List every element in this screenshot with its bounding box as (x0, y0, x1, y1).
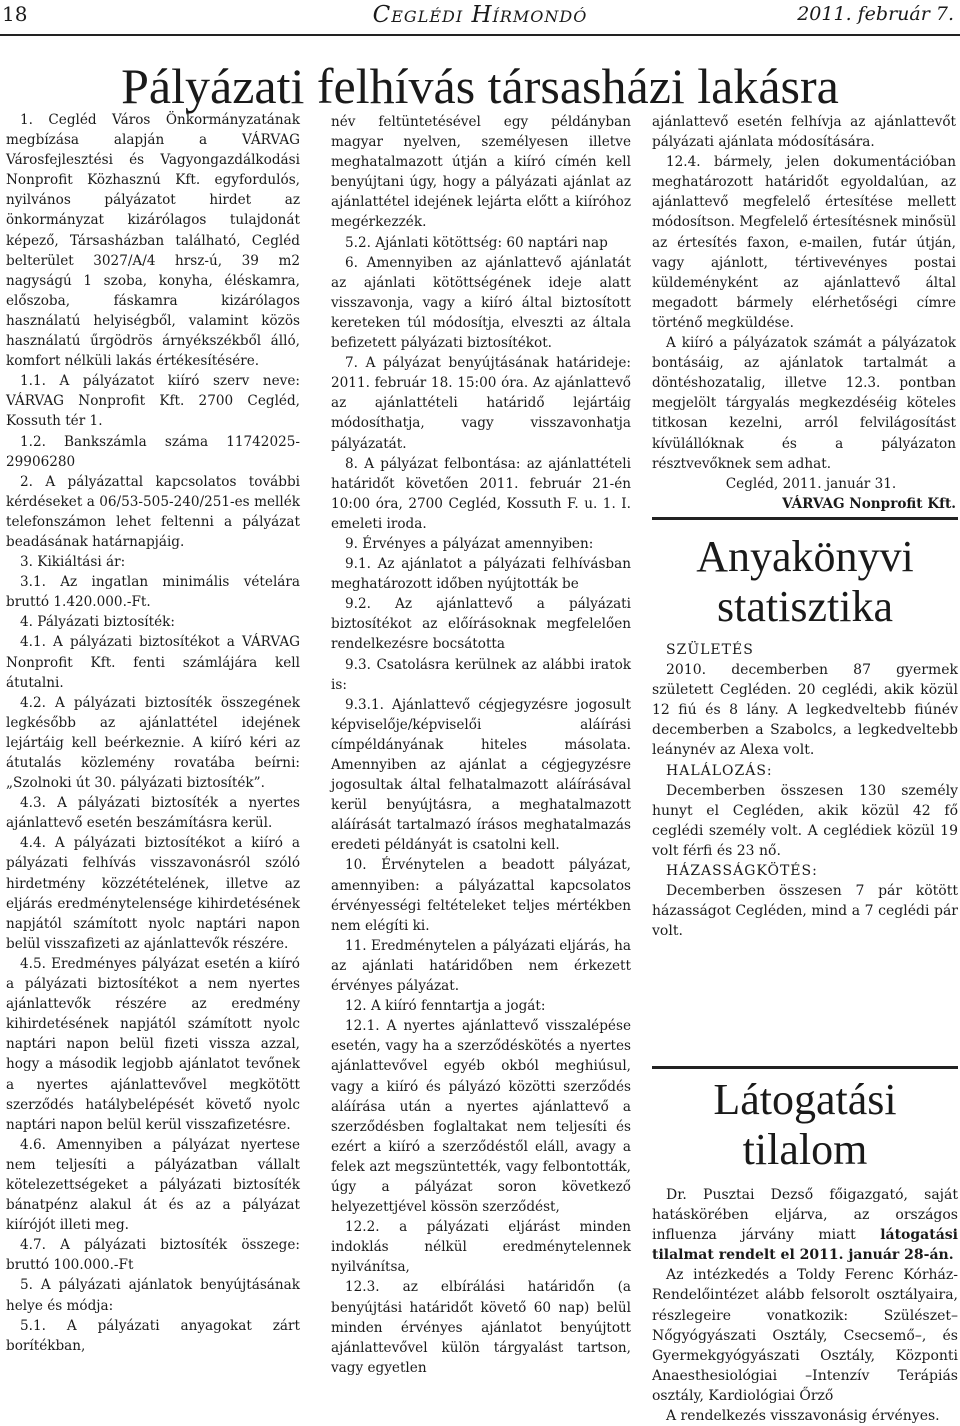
paragraph: 11. Eredménytelen a pályázati eljárás, ha az ajánlati határidőben nem érkezett érvényes pályázat. (331, 937, 632, 995)
ban-validity: A rendelkezés visszavonásig érvényes. (666, 1408, 940, 1425)
paragraph: 1.2. Bankszámla száma 11742025-29906280 (6, 433, 300, 470)
paragraph: 12.2. a pályázati eljárást minden indoklás nélkül eredménytelennek nyilvánítsa, (331, 1219, 631, 1276)
paragraph: 3.1. Az ingatlan minimális vételára bruttó 1.420.000.-Ft. (6, 574, 300, 611)
paragraph: 4.6. Amennyiben a pályázat nyertese nem teljesíti a pályázatban vállalt kötelezettségeket a pályázati biztosíték bánatpénz alakul át és az a pályázat kiírójót illeti meg. (6, 1136, 300, 1234)
births-heading: SZÜLETÉS (666, 642, 754, 658)
paragraph: 12.4. bármely, jelen dokumentációban meghatározott határidőt egyoldalúan, az ajánlattevő megfelelő értesítése mellett módosítson. Megfelelő értesítésnek minősül az értesítés faxon, e-mailen, futár útján, vagy ajánlott, tértivevényes postai küldeményként az ajánlattevő által megadott bármely elérhetőségi címre történő megküldése. (652, 154, 956, 331)
anyakonyvi-box (652, 517, 958, 941)
header-rule (0, 34, 960, 36)
place-date: Cegléd, 2011. január 31. (725, 475, 897, 492)
article-column-1 (6, 110, 300, 1356)
anyakonyvi-title: Anyakönyvi statisztika (696, 532, 914, 631)
paragraph: 1. Cegléd Város Önkormányzatának megbízása alapján a VÁRVAG Városfejlesztési és Vagyongazdálkodási Nonprofit Közhasznú Kft. egyfordulós, nyilvános pályázatot hirdet az önkormányzat kizárólagos tulajdonát képező, Társasházban található, Cegléd belterület 3027/A/4 hrsz-ú, 39 m2 nagyságú 1 szoba, konyha, éléskamra, előszoba, fáskamra kizárólagos használatú helyiségből, valamint közös használatú űrgödrös árnyékszékből álló, komfort nélküli lakás értékesítésére. (6, 112, 300, 370)
marriage-text: Decemberben összesen 7 pár kötött házasságot Cegléden, mind a 7 ceglédi pár volt. (652, 883, 958, 940)
deaths-text: Decemberben összesen 130 személy hunyt el Cegléden, akik közül 42 fő ceglédi személy volt. A ceglédiek közül 19 volt férfi és 23 nő. (652, 782, 958, 859)
paragraph: 12. A kiíró fenntartja a jogát: (345, 998, 546, 1015)
paragraph: 1.1. A pályázatot kiíró szerv neve: VÁRVAG Nonprofit Kft. 2700 Cegléd, Kossuth tér 1. (6, 373, 300, 430)
newspaper-name: Ceglédi Hírmondó (372, 2, 588, 28)
article-column-3 (652, 112, 956, 514)
paragraph: 4.7. A pályázati biztosíték összege: bruttó 100.000.-Ft (6, 1237, 300, 1274)
paragraph: név feltüntetésével egy példányban magyar nyelven, személyesen illetve meghatalmazott útján a kiíró címén kell benyújtani úgy, hogy a pályázati ajánlat az ajánlattétel idejének lejárta előtt a kiíróhoz megérkezzék. (331, 114, 631, 231)
ban-text-part: Dr. Pusztai Dezső főigazgató, saját hatáskörében eljárva, az országos influenza járvány miatt (652, 1187, 958, 1244)
latogatasi-title: Látogatási tilalom (713, 1075, 897, 1174)
paragraph: 9.1. Az ajánlatot a pályázati felhívásban meghatározott időben nyújtották be (331, 556, 631, 593)
paragraph: A kiíró a pályázatok számát a pályázatok bontásáig, az ajánlatok tartalmát a döntéshozatalig, illetve 12.3. pontban megjelölt tárgyalás megkezdéséig köteles titkosan kezelni, arról felvilágosítást kívülállóknak és a pályázaton résztvevőknek sem adhat. (652, 335, 956, 472)
paragraph: 9. Érvényes a pályázat amennyiben: (345, 535, 594, 552)
paragraph: 7. A pályázat benyújtásának határideje: 2011. február 18. 15:00 óra. Az ajánlattevő az ajánlattételi határidő lejártáig módosíthatja, vagy visszavonhatja pályázatát. (331, 355, 631, 452)
article-column-2 (331, 112, 631, 1378)
paragraph: 9.3. Csatolásra kerülnek az alábbi iratok is: (331, 656, 631, 693)
paragraph: 8. A pályázat felbontása: az ajánlattételi határidőt követően 2011. február 21-én 10:00 óra, 2700 Cegléd, Kossuth F. u. 1. I. emeleti iroda. (331, 455, 631, 532)
paragraph: 3. Kikiáltási ár: (20, 554, 126, 571)
latogatasi-box (652, 1066, 958, 1426)
paragraph: 12.1. A nyertes ajánlattevő visszalépése esetén, vagy ha a szerződéskötés a nyertes ajánlattevővel egyéb okból meghiúsul, vagy a kiíró és pályázó közötti szerződés aláírása után a nyertes ajánlattevő a szerződésben foglaltakat nem teljesíti és ezért a kiíró a szerződéstől eláll, avagy a felek azt megszüntették, vagy felbontották, úgy a pályázat soron következő helyezettjével kössön szerződést, (331, 1018, 631, 1216)
deaths-heading: HALÁLOZÁS: (666, 762, 773, 779)
paragraph: 6. Amennyiben az ajánlattevő ajánlatát az ajánlati kötöttségének ideje alatt visszavonja, vagy a kiíró által biztosított kereteken túl módosítja, elveszti az általa befizetett pályázati biztosítékot. (331, 254, 631, 352)
paragraph: 12.3. az elbírálási határidőn (a benyújtási határidőt követő 60 nap) belül minden érvényes ajánlatot benyújtott ajánlattevővel külön tárgyalást tartson, vagy egyetlen (331, 1279, 631, 1376)
paragraph: 9.2. Az ajánlattevő a pályázati biztosítékot az előírásoknak megfelelően rendelkezésre bocsátotta (331, 596, 631, 653)
issue-date: 2011. február 7. (797, 3, 954, 25)
ban-scope: Az intézkedés a Toldy Ferenc Kórház-Rendelőintézet alább felsorolt osztályaira, részlegeire vonatkozik: Szülészet–Nőgyógyászati Osztály, Csecsemő–, és Gyermekgyógyászati Osztály, Központi Anaesthesiológiai –Intenzív Terápiás osztály, Kardiológiai Őrző (652, 1267, 958, 1404)
signature: VÁRVAG Nonprofit Kft. (782, 495, 956, 512)
paragraph: 9.3.1. Ajánlattevő cégjegyzésre jogosult képviselője/képviselői aláírási címpéldányának hiteles másolata. Amennyiben az ajánlat a cégjegyzésre jogosultak által felhatalmazott aláírásával kerül benyújtásra, a meghatalmazott aláírását tartalmazó írásos meghatalmazás eredeti példányát is csatolni kell. (331, 696, 631, 854)
births-text: 2010. decemberben 87 gyermek született Cegléden. 20 ceglédi, akik közül 12 fiú és 8 lány. A legkedveltebb fiúnév decemberben a Szabolcs, a legkedveltebb leánynév az Alexa volt. (652, 662, 958, 759)
paragraph: 4.4. A pályázati biztosítékot a kiíró a pályázati felhívás visszavonásról szóló hirdetmény közzétételének, illetve az eljárás eredménytelensége kihirdetésének napjától számított nyolc naptári napon belül visszafizeti az ajánlattevők részére. (6, 835, 300, 952)
paragraph: 4.2. A pályázati biztosíték összegének legkésőbb az ajánlattétel idejének lejártáig kell beérkeznie. A kiíró kéri az átutalás közlemény rovatába beírni: „Szolnoki út 30. pályázati biztosíték”. (6, 694, 300, 792)
paragraph: 5.2. Ajánlati kötöttség: 60 naptári nap (345, 234, 608, 251)
paragraph: 4.3. A pályázati biztosíték a nyertes ajánlattevő esetén beszámításra kerül. (6, 795, 300, 832)
ban-text-bold: látogatási tilalmat rendelt el 2011. január 28-án. (652, 1227, 958, 1264)
paragraph: 10. Érvénytelen a beadott pályázat, amennyiben: a pályázattal kapcsolatos érvényességi feltételeket teljes mértékben nem elégíti ki. (331, 857, 631, 934)
paragraph: 5. A pályázati ajánlatok benyújtásának helye és módja: (6, 1277, 300, 1314)
page-number: 18 (2, 2, 28, 26)
article-title: Pályázati felhívás társasházi lakásra (121, 58, 839, 114)
paragraph: 5.1. A pályázati anyagokat zárt borítékban, (6, 1317, 300, 1354)
ban-text (652, 1185, 958, 1265)
marriage-heading: HÁZASSÁGKÖTÉS: (666, 863, 818, 880)
paragraph: 4. Pályázati biztosíték: (20, 614, 175, 631)
paragraph: ajánlattevő esetén felhívja az ajánlattevőt pályázati ajánlata módosítására. (652, 114, 956, 151)
paragraph: 4.5. Eredményes pályázat esetén a kiíró a pályázati biztosítékot a nem nyertes ajánlattevők részére az eredmény kihirdetésének napjától számított nyolc naptári napon belül fizeti vissza azzal, hogy a második legjobb ajánlatot tevőnek a nyertes ajánlattevővel megkötött szerződés hatálybelépését követő nyolc naptári napon belül kerül visszafizetésre. (6, 955, 300, 1133)
paragraph: 4.1. A pályázati biztosítékot a VÁRVAG Nonprofit Kft. fenti számlájára kell átutalni. (6, 634, 300, 691)
paragraph: 2. A pályázattal kapcsolatos további kérdéseket a 06/53-505-240/251-es mellék telefonszámon lehet feltenni a pályázat beadásának határnapjáig. (6, 473, 300, 550)
page-header (0, 0, 960, 38)
